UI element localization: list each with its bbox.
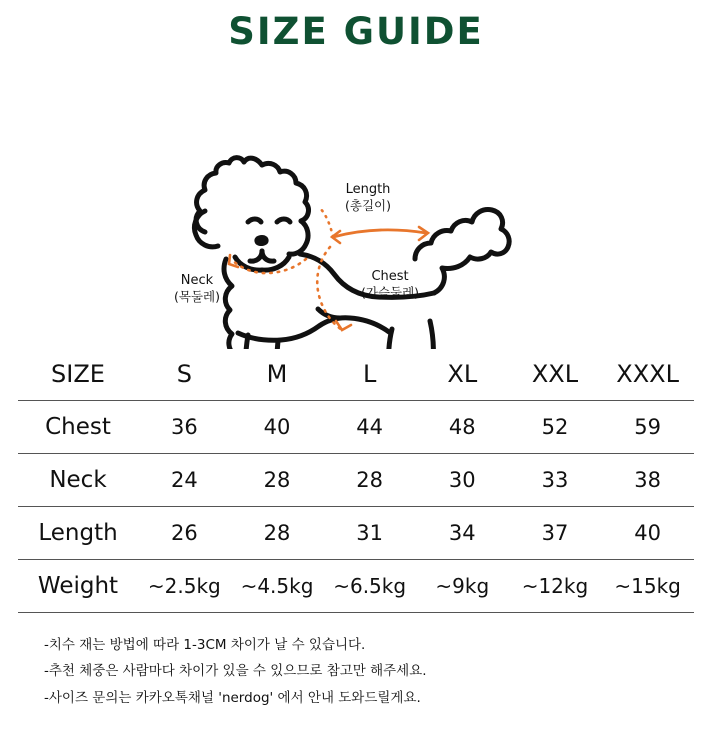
cell-weight-l: ~6.5kg	[323, 560, 416, 613]
cell-neck-l: 28	[323, 454, 416, 507]
note-line-3: -사이즈 문의는 카카오톡채널 'nerdog' 에서 안내 도와드릴게요.	[44, 689, 421, 706]
cell-weight-m: ~4.5kg	[231, 560, 324, 613]
cell-weight-xxl: ~12kg	[509, 560, 602, 613]
row-label-chest: Chest	[18, 401, 138, 454]
label-chest-en: Chest	[371, 269, 409, 284]
table-row	[18, 454, 694, 507]
cell-chest-xxxl: 59	[601, 401, 694, 454]
label-neck-en: Neck	[180, 273, 214, 288]
label-neck-ko: (목둘레)	[174, 289, 220, 305]
cell-length-m: 28	[231, 507, 324, 560]
cell-length-xxxl: 40	[601, 507, 694, 560]
size-table	[18, 348, 694, 613]
header-cell-xxl: XXL	[509, 348, 602, 401]
table-row	[18, 401, 694, 454]
label-length	[345, 182, 391, 214]
row-label-weight: Weight	[18, 560, 138, 613]
cell-length-xl: 34	[416, 507, 509, 560]
cell-weight-xl: ~9kg	[416, 560, 509, 613]
label-length-ko: (총길이)	[345, 198, 391, 214]
row-label-length: Length	[18, 507, 138, 560]
header-cell-l: L	[323, 348, 416, 401]
header-cell-xl: XL	[416, 348, 509, 401]
label-neck	[174, 273, 220, 305]
row-label-neck: Neck	[18, 454, 138, 507]
cell-length-l: 31	[323, 507, 416, 560]
header-cell-s: S	[138, 348, 231, 401]
cell-neck-xl: 30	[416, 454, 509, 507]
label-chest	[361, 269, 419, 301]
cell-chest-m: 40	[231, 401, 324, 454]
cell-chest-l: 44	[323, 401, 416, 454]
size-table-wrapper	[18, 348, 694, 613]
cell-length-s: 26	[138, 507, 231, 560]
cell-neck-m: 28	[231, 454, 324, 507]
cell-chest-xl: 48	[416, 401, 509, 454]
cell-neck-xxl: 33	[509, 454, 602, 507]
cell-chest-s: 36	[138, 401, 231, 454]
cell-neck-s: 24	[138, 454, 231, 507]
table-row	[18, 560, 694, 613]
cell-neck-xxxl: 38	[601, 454, 694, 507]
table-header-row	[18, 348, 694, 401]
page-title: SIZE GUIDE	[228, 10, 484, 53]
note-line-1: -치수 재는 방법에 따라 1-3CM 차이가 날 수 있습니다.	[44, 637, 366, 653]
label-chest-ko: (가슴둘레)	[361, 285, 420, 301]
header-cell-m: M	[231, 348, 324, 401]
note-line-2: -추천 체중은 사람마다 차이가 있을 수 있으므로 참고만 해주세요.	[44, 663, 427, 680]
header-cell-size: SIZE	[18, 348, 138, 401]
table-row	[18, 507, 694, 560]
header-cell-xxxl: XXXL	[601, 348, 694, 401]
cell-weight-s: ~2.5kg	[138, 560, 231, 613]
cell-weight-xxxl: ~15kg	[601, 560, 694, 613]
cell-chest-xxl: 52	[509, 401, 602, 454]
cell-length-xxl: 37	[509, 507, 602, 560]
notes-section	[44, 632, 684, 711]
dog-illustration	[0, 59, 712, 349]
label-length-en: Length	[345, 182, 391, 197]
